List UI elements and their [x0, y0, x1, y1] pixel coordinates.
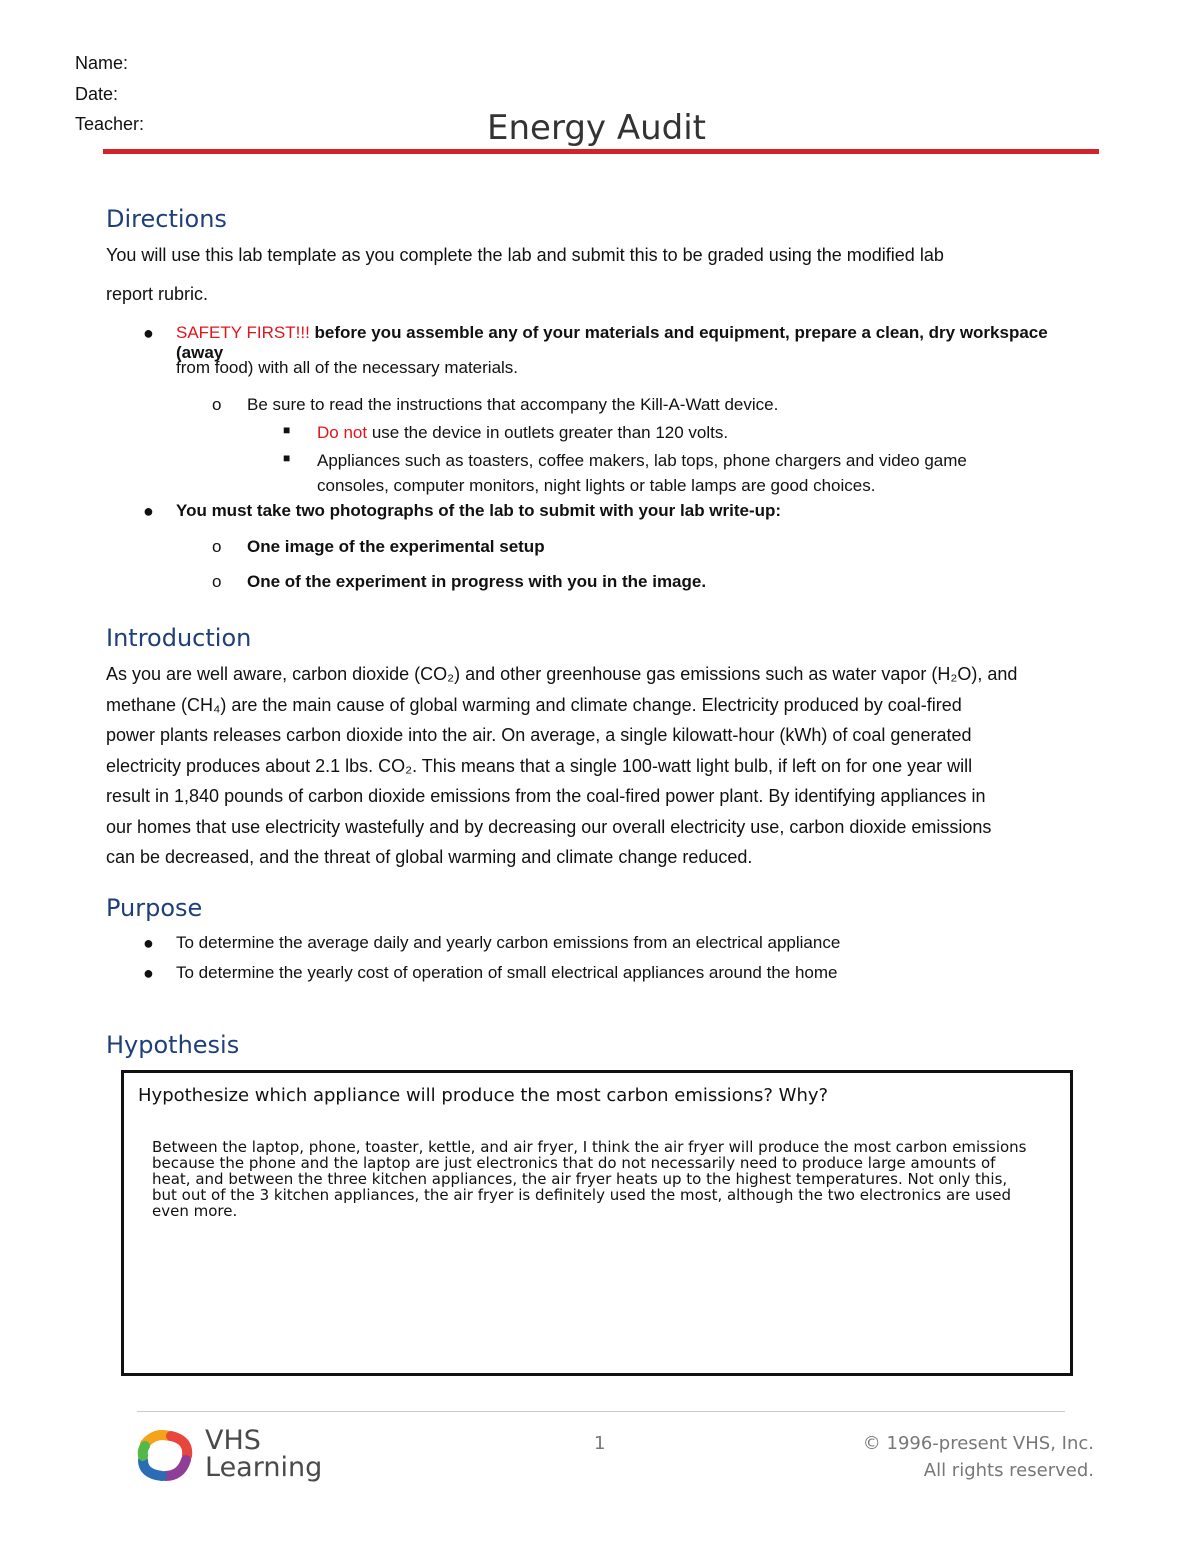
intro-line: electricity produces about 2.1 lbs. CO₂. This means that a single 100-watt light bulb, if left on for one year will [106, 755, 973, 776]
purpose-heading: Purpose [106, 894, 203, 922]
purpose-item: To determine the average daily and yearly carbon emissions from an electrical appliance [176, 933, 841, 952]
circle-bullet-icon: o [212, 537, 222, 556]
answer-line: but out of the 3 kitchen appliances, the air fryer is definitely used the most, although the two electronics are used [152, 1186, 1012, 1204]
hypothesis-answer[interactable] [152, 1139, 1052, 1219]
safety-line1: before you assemble any of your materials and equipment, prepare a clean, dry workspace (away [176, 323, 1048, 362]
answer-line: heat, and between the three kitchen appliances, the air fryer heats up to the highest temperatures. Not only this, [152, 1170, 1008, 1188]
introduction-body [106, 659, 1091, 873]
square-bullet-icon: ■ [283, 423, 291, 437]
copyright: © 1996-present VHS, Inc. [862, 1433, 1094, 1454]
footer-divider [137, 1411, 1065, 1412]
answer-line: Between the laptop, phone, toaster, kettle, and air fryer, I think the air fryer will produce the most carbon emissions [152, 1138, 1027, 1156]
intro-line: methane (CH₄) are the main cause of global warming and climate change. Electricity produced by coal-fired [106, 694, 962, 715]
directions-heading: Directions [106, 205, 227, 233]
bullet-icon: ● [143, 323, 154, 343]
photo-setup: One image of the experimental setup [247, 537, 545, 556]
do-not-text: Do not [317, 423, 368, 442]
hypothesis-box[interactable] [121, 1070, 1073, 1376]
appliances-line1: Appliances such as toasters, coffee makers, lab tops, phone chargers and video game [317, 451, 967, 470]
intro-line: As you are well aware, carbon dioxide (CO₂) and other greenhouse gas emissions such as water vapor (H₂O), and [106, 664, 1018, 684]
outlet-warning [317, 423, 728, 443]
bullet-icon: ● [143, 963, 154, 983]
page-number: 1 [594, 1433, 606, 1454]
date-label: Date: [75, 84, 119, 104]
logo-line1: VHS [205, 1425, 261, 1456]
answer-line: even more. [152, 1202, 238, 1220]
photos-requirement: You must take two photographs of the lab to submit with your lab write-up: [176, 501, 782, 520]
bullet-icon: ● [143, 501, 154, 521]
introduction-heading: Introduction [106, 624, 252, 652]
logo-line2: Learning [205, 1452, 323, 1483]
kill-a-watt-instruction: Be sure to read the instructions that accompany the Kill-A-Watt device. [247, 395, 779, 414]
name-label: Name: [75, 53, 129, 73]
appliances-line2: consoles, computer monitors, night lights or table lamps are good choices. [317, 476, 876, 495]
purpose-item: To determine the yearly cost of operation of small electrical appliances around the home [176, 963, 838, 982]
safety-line2: from food) with all of the necessary materials. [176, 358, 519, 377]
photo-in-progress: One of the experiment in progress with you in the image. [247, 572, 707, 591]
circle-bullet-icon: o [212, 572, 222, 591]
outlet-warning-rest: use the device in outlets greater than 120 volts. [367, 423, 729, 442]
bullet-icon: ● [143, 933, 154, 953]
title-divider [103, 149, 1099, 154]
intro-line: our homes that use electricity wastefully and by decreasing our overall electricity use, carbon dioxide emissions [106, 816, 992, 837]
answer-line: because the phone and the laptop are just electronics that do not necessarily need to produce large amounts of [152, 1154, 996, 1172]
page-title: Energy Audit [487, 108, 707, 148]
teacher-label: Teacher: [75, 114, 145, 134]
vhs-logo-icon [137, 1430, 195, 1482]
directions-intro-line2: report rubric. [106, 284, 209, 304]
intro-line: result in 1,840 pounds of carbon dioxide emissions from the coal-fired power plant. By identifying appliances in [106, 786, 986, 806]
square-bullet-icon: ■ [283, 451, 291, 465]
safety-item [176, 323, 1096, 363]
directions-intro-line1: You will use this lab template as you complete the lab and submit this to be graded using the modified lab [106, 245, 944, 265]
directions-intro [106, 240, 1091, 309]
hypothesis-question: Hypothesize which appliance will produce the most carbon emissions? Why? [138, 1085, 829, 1106]
hypothesis-heading: Hypothesis [106, 1031, 240, 1059]
safety-first-text: SAFETY FIRST!!! [176, 323, 310, 342]
circle-bullet-icon: o [212, 395, 222, 414]
intro-line: power plants releases carbon dioxide into the air. On average, a single kilowatt-hour (kWh) of coal generated [106, 725, 972, 745]
vhs-logo-text [205, 1427, 322, 1481]
intro-line: can be decreased, and the threat of global warming and climate change reduced. [106, 847, 753, 867]
rights-reserved: All rights reserved. [923, 1460, 1094, 1481]
